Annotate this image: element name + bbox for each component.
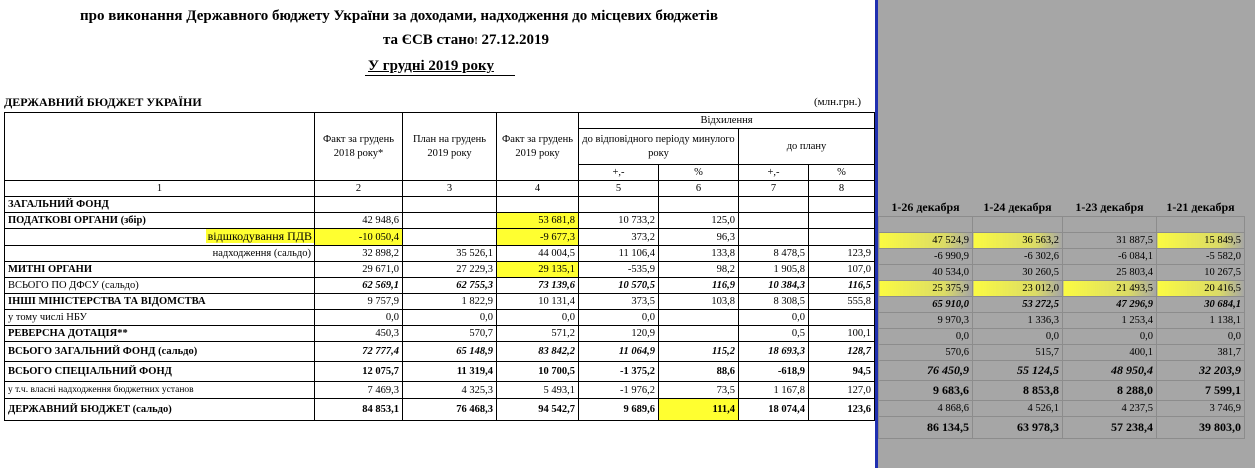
side-row: [879, 249, 1245, 265]
table-cell: 0,5: [739, 326, 809, 342]
table-cell: 29 135,1: [497, 262, 579, 278]
table-cell: 12 075,7: [315, 362, 403, 382]
table-cell: 123,6: [809, 399, 875, 421]
hdr-pct-1: %: [659, 165, 739, 181]
side-cell: 8 853,8: [973, 381, 1063, 401]
table-cell: -1 976,2: [579, 382, 659, 399]
table-cell: 10 131,4: [497, 294, 579, 310]
table-cell: [403, 213, 497, 229]
table-cell: 128,7: [809, 342, 875, 362]
row-label: ВСЬОГО ПО ДФСУ (сальдо): [5, 278, 315, 294]
table-row: [5, 294, 875, 310]
side-cell: 3 746,9: [1157, 401, 1245, 417]
side-cell: 515,7: [973, 345, 1063, 361]
table-cell: 133,8: [659, 246, 739, 262]
table-cell: 100,1: [809, 326, 875, 342]
table-row: [5, 213, 875, 229]
side-header: 1-26 декабря: [891, 199, 960, 214]
table-cell: 10 384,3: [739, 278, 809, 294]
table-row: [5, 197, 875, 213]
side-cell: 0,0: [1157, 329, 1245, 345]
hdr-plan-2019: План на грудень 2019 року: [403, 113, 497, 181]
hdr-prev-period: до відповідного періоду минулого року: [579, 129, 739, 165]
hdr-fact-2018: Факт за грудень 2018 року*: [315, 113, 403, 181]
table-cell: 18 074,4: [739, 399, 809, 421]
hdr-pm-2: +,-: [739, 165, 809, 181]
section-title: ДЕРЖАВНИЙ БЮДЖЕТ УКРАЇНИ: [4, 95, 202, 109]
hdr-deviation: Відхилення: [579, 113, 875, 129]
side-header: 1-24 декабря: [983, 199, 1052, 214]
row-label: ВСЬОГО ЗАГАЛЬНИЙ ФОНД (сальдо): [5, 342, 315, 362]
side-cell: [973, 217, 1063, 233]
side-row: [879, 233, 1245, 249]
side-cell: [1063, 217, 1157, 233]
table-cell: 84 853,1: [315, 399, 403, 421]
units-label: (млн.грн.): [814, 96, 862, 108]
table-cell: 18 693,3: [739, 342, 809, 362]
side-row: [879, 281, 1245, 297]
side-cell: 20 416,5: [1157, 281, 1245, 297]
side-cell: 0,0: [973, 329, 1063, 345]
side-cell: 25 803,4: [1063, 265, 1157, 281]
table-row: [5, 262, 875, 278]
table-cell: [739, 213, 809, 229]
side-cell: 570,6: [879, 345, 973, 361]
table-cell: [403, 229, 497, 246]
side-row: [879, 381, 1245, 401]
side-cell: 381,7: [1157, 345, 1245, 361]
side-cell: 25 375,9: [879, 281, 973, 297]
table-cell: 570,7: [403, 326, 497, 342]
side-cell: 4 868,6: [879, 401, 973, 417]
table-cell: 125,0: [659, 213, 739, 229]
table-cell: [809, 197, 875, 213]
table-row: [5, 229, 875, 246]
row-label: ВСЬОГО СПЕЦІАЛЬНИЙ ФОНД: [5, 362, 315, 382]
table-cell: 73,5: [659, 382, 739, 399]
report-title-line2: та ЄСВ стано! 27.12.2019: [383, 32, 550, 48]
table-row: [5, 246, 875, 262]
row-label: у т.ч. власні надходження бюджетних установ: [5, 382, 315, 399]
table-cell: 44 004,5: [497, 246, 579, 262]
table-cell: 88,6: [659, 362, 739, 382]
table-cell: [659, 326, 739, 342]
table-cell: 72 777,4: [315, 342, 403, 362]
side-cell: 30 260,5: [973, 265, 1063, 281]
side-cell: -6 302,6: [973, 249, 1063, 265]
table-cell: 94 542,7: [497, 399, 579, 421]
table-cell: [809, 229, 875, 246]
row-label: ПОДАТКОВІ ОРГАНИ (збір): [5, 213, 315, 229]
table-cell: 115,2: [659, 342, 739, 362]
side-cell: 9 683,6: [879, 381, 973, 401]
table-cell: 571,2: [497, 326, 579, 342]
side-cell: 21 493,5: [1063, 281, 1157, 297]
table-cell: [809, 310, 875, 326]
table-cell: 76 468,3: [403, 399, 497, 421]
col-number: 5: [579, 181, 659, 197]
table-row: [5, 310, 875, 326]
table-cell: [739, 229, 809, 246]
subtitle-rule: [365, 75, 515, 76]
side-cell: 63 978,3: [973, 417, 1063, 439]
side-header: 1-21 декабря: [1166, 199, 1235, 214]
hdr-fact-2019: Факт за грудень 2019 року: [497, 113, 579, 181]
table-cell: 8 308,5: [739, 294, 809, 310]
side-cell: [1157, 217, 1245, 233]
table-cell: 450,3: [315, 326, 403, 342]
col-number: 7: [739, 181, 809, 197]
table-cell: 11 106,4: [579, 246, 659, 262]
table-cell: -618,9: [739, 362, 809, 382]
side-cell: -6 084,1: [1063, 249, 1157, 265]
side-row: [879, 217, 1245, 233]
side-row: [879, 361, 1245, 381]
table-cell: 62 569,1: [315, 278, 403, 294]
side-cell: -6 990,9: [879, 249, 973, 265]
side-cell: 23 012,0: [973, 281, 1063, 297]
side-cell: 4 237,5: [1063, 401, 1157, 417]
table-cell: [659, 310, 739, 326]
table-row: [5, 399, 875, 421]
table-cell: 7 469,3: [315, 382, 403, 399]
row-label: у тому числі НБУ: [5, 310, 315, 326]
hdr-pm-0: +,-: [579, 165, 659, 181]
side-row: [879, 297, 1245, 313]
table-cell: 10 570,5: [579, 278, 659, 294]
side-cell: 86 134,5: [879, 417, 973, 439]
row-label: ІНШІ МІНІСТЕРСТВА ТА ВІДОМСТВА: [5, 294, 315, 310]
table-cell: 62 755,3: [403, 278, 497, 294]
row-label: надходження (сальдо): [5, 246, 315, 262]
side-cell: 0,0: [1063, 329, 1157, 345]
table-cell: 9 689,6: [579, 399, 659, 421]
side-cell: 9 970,3: [879, 313, 973, 329]
side-cell: 47 524,9: [879, 233, 973, 249]
side-cell: 57 238,4: [1063, 417, 1157, 439]
side-cell: 0,0: [879, 329, 973, 345]
table-cell: 65 148,9: [403, 342, 497, 362]
table-cell: 32 898,2: [315, 246, 403, 262]
table-cell: 96,3: [659, 229, 739, 246]
table-cell: 0,0: [579, 310, 659, 326]
table-cell: [739, 197, 809, 213]
table-cell: 107,0: [809, 262, 875, 278]
table-cell: 127,0: [809, 382, 875, 399]
table-cell: 27 229,3: [403, 262, 497, 278]
side-cell: 4 526,1: [973, 401, 1063, 417]
table-cell: 120,9: [579, 326, 659, 342]
table-cell: 10 733,2: [579, 213, 659, 229]
side-row: [879, 329, 1245, 345]
table-cell: 1 905,8: [739, 262, 809, 278]
table-cell: [497, 197, 579, 213]
report-title-line1: про виконання Державного бюджету України за доходами, надходження до місцевих бюджетів: [80, 8, 719, 24]
side-row: [879, 417, 1245, 439]
table-cell: -9 677,3: [497, 229, 579, 246]
side-cell: 30 684,1: [1157, 297, 1245, 313]
side-cell: 10 267,5: [1157, 265, 1245, 281]
side-row: [879, 265, 1245, 281]
side-cell: 76 450,9: [879, 361, 973, 381]
table-cell: 42 948,6: [315, 213, 403, 229]
side-cell: 8 288,0: [1063, 381, 1157, 401]
table-cell: 373,5: [579, 294, 659, 310]
table-cell: 1 167,8: [739, 382, 809, 399]
table-cell: [403, 197, 497, 213]
table-cell: 9 757,9: [315, 294, 403, 310]
side-cell: 15 849,5: [1157, 233, 1245, 249]
table-cell: 4 325,3: [403, 382, 497, 399]
table-cell: 35 526,1: [403, 246, 497, 262]
side-cell: 48 950,4: [1063, 361, 1157, 381]
table-cell: 0,0: [497, 310, 579, 326]
side-cell: 1 253,4: [1063, 313, 1157, 329]
table-cell: 98,2: [659, 262, 739, 278]
table-cell: 0,0: [315, 310, 403, 326]
table-cell: 10 700,5: [497, 362, 579, 382]
table-cell: [659, 197, 739, 213]
table-cell: 103,8: [659, 294, 739, 310]
table-cell: [315, 197, 403, 213]
table-cell: -1 375,2: [579, 362, 659, 382]
side-cell: 32 203,9: [1157, 361, 1245, 381]
side-cell: 1 336,3: [973, 313, 1063, 329]
report-subtitle: У грудні 2019 року: [368, 58, 494, 74]
table-cell: 555,8: [809, 294, 875, 310]
table-cell: 11 064,9: [579, 342, 659, 362]
table-row: [5, 278, 875, 294]
side-row: [879, 313, 1245, 329]
side-header: 1-23 декабря: [1075, 199, 1144, 214]
side-cell: 65 910,0: [879, 297, 973, 313]
col-number: 6: [659, 181, 739, 197]
table-row: [5, 382, 875, 399]
side-cell: 400,1: [1063, 345, 1157, 361]
col-number: 8: [809, 181, 875, 197]
row-label: РЕВЕРСНА ДОТАЦІЯ**: [5, 326, 315, 342]
side-cell: 55 124,5: [973, 361, 1063, 381]
table-cell: [809, 213, 875, 229]
table-cell: 116,5: [809, 278, 875, 294]
hdr-pct-3: %: [809, 165, 875, 181]
table-cell: 5 493,1: [497, 382, 579, 399]
side-cell: 39 803,0: [1157, 417, 1245, 439]
table-cell: 0,0: [403, 310, 497, 326]
side-row: [879, 345, 1245, 361]
col-number: 1: [5, 181, 315, 197]
table-cell: 83 842,2: [497, 342, 579, 362]
side-cell: 47 296,9: [1063, 297, 1157, 313]
table-cell: 94,5: [809, 362, 875, 382]
table-cell: 111,4: [659, 399, 739, 421]
table-row: [5, 362, 875, 382]
table-cell: -535,9: [579, 262, 659, 278]
comparison-table: [878, 198, 1245, 439]
col-number: 2: [315, 181, 403, 197]
row-label: ЗАГАЛЬНИЙ ФОНД: [5, 197, 315, 213]
side-cell: 7 599,1: [1157, 381, 1245, 401]
row-label: відшкодування ПДВ: [5, 229, 315, 246]
table-cell: -10 050,4: [315, 229, 403, 246]
table-row: [5, 326, 875, 342]
side-cell: 53 272,5: [973, 297, 1063, 313]
side-cell: 40 534,0: [879, 265, 973, 281]
table-row: [5, 342, 875, 362]
budget-table: [4, 112, 875, 421]
col-number: 3: [403, 181, 497, 197]
table-cell: 29 671,0: [315, 262, 403, 278]
table-cell: 11 319,4: [403, 362, 497, 382]
row-label: МИТНІ ОРГАНИ: [5, 262, 315, 278]
row-label: ДЕРЖАВНИЙ БЮДЖЕТ (сальдо): [5, 399, 315, 421]
side-cell: -5 582,0: [1157, 249, 1245, 265]
table-cell: 73 139,6: [497, 278, 579, 294]
col-number: 4: [497, 181, 579, 197]
table-cell: 123,9: [809, 246, 875, 262]
side-row: [879, 401, 1245, 417]
table-cell: 373,2: [579, 229, 659, 246]
table-cell: 1 822,9: [403, 294, 497, 310]
hdr-to-plan: до плану: [739, 129, 875, 165]
side-cell: 1 138,1: [1157, 313, 1245, 329]
side-cell: 31 887,5: [1063, 233, 1157, 249]
table-cell: [579, 197, 659, 213]
table-cell: 53 681,8: [497, 213, 579, 229]
side-cell: 36 563,2: [973, 233, 1063, 249]
table-cell: 8 478,5: [739, 246, 809, 262]
table-cell: 0,0: [739, 310, 809, 326]
table-cell: 116,9: [659, 278, 739, 294]
side-cell: [879, 217, 973, 233]
